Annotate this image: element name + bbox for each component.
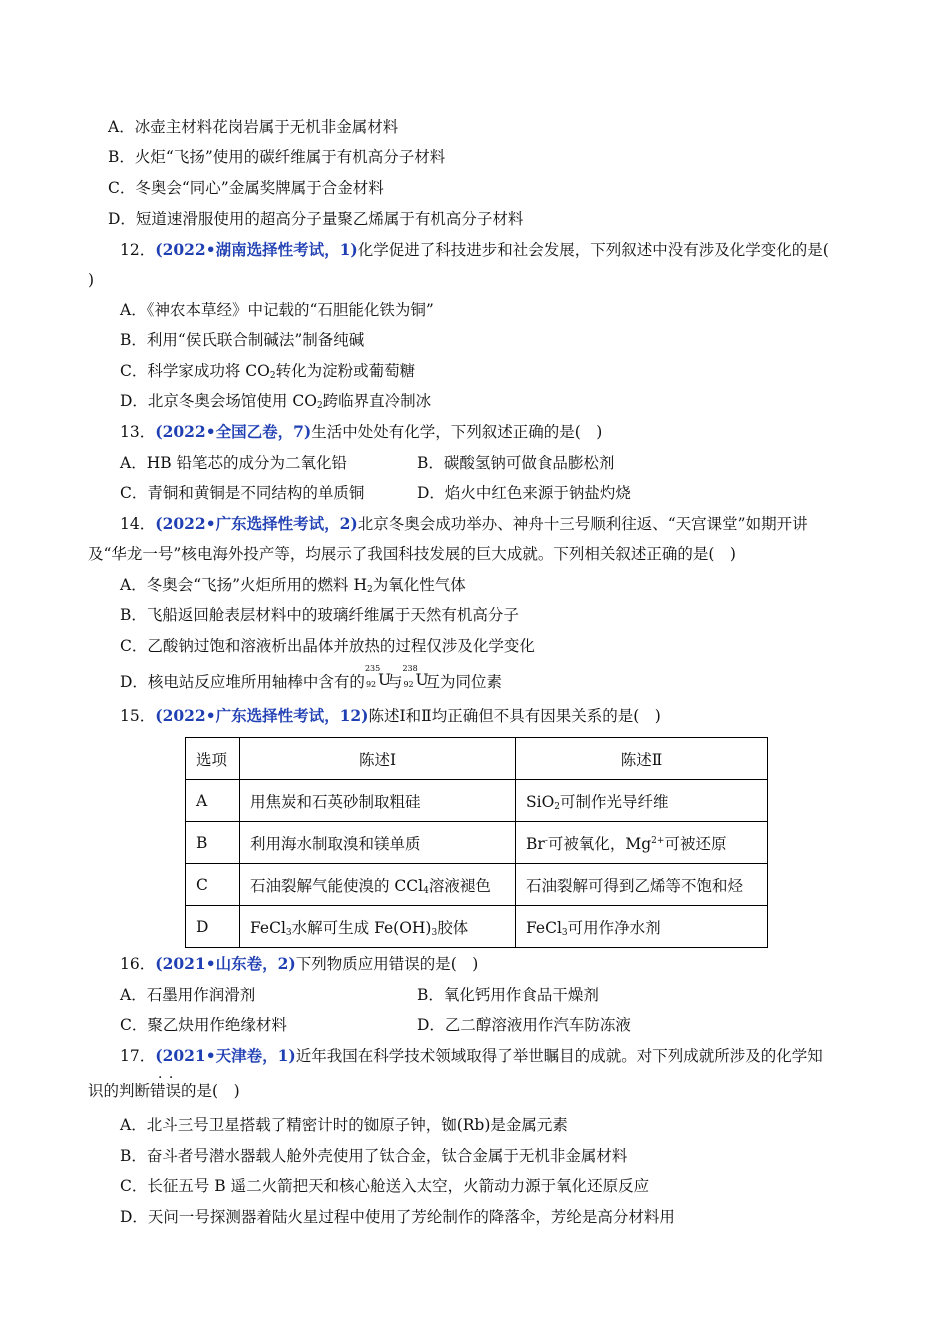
row-option: D [186,906,240,948]
header-option: 选项 [186,738,240,780]
q12-stem [120,240,829,260]
option-text: D．北京冬奥会场馆使用 CO [120,392,317,410]
isotope-u238 [402,664,429,690]
row-option: B [186,822,240,864]
q16-stem [120,954,478,974]
row-statement-1: 用焦炭和石英砂制取粗硅 [240,780,516,822]
question-source: (2021•天津卷，1) [155,1046,296,1065]
cell-text: 石油裂解气能使溴的 CCl [250,876,424,895]
cell-text: 可被还原 [664,834,727,853]
q12-option-a: A．《神农本草经》中记载的“石胆能化铁为铜” [120,301,434,319]
table-row [186,780,768,822]
question-number: 15． [120,707,156,725]
cell-text: 胶体 [437,918,469,937]
table-row [186,906,768,948]
atomic-number: 92 [403,680,414,689]
question-text: 下列物质应用错误的是( ) [295,955,479,973]
option-text: C．科学家成功将 CO [120,362,270,380]
mass-number: 235 [364,664,381,673]
question-number: 14． [120,515,156,533]
q12-option-d [120,391,431,411]
question-text: 化学促进了科技进步和社会发展，下列叙述中没有涉及化学变化的是( [357,241,829,259]
q17-stem [120,1046,823,1066]
q14-option-b: B．飞船返回舱表层材料中的玻璃纤维属于天然有机高分子 [120,606,519,624]
q13-stem [120,422,602,442]
q11-option-c: C．冬奥会“同心”金属奖牌属于合金材料 [108,179,384,197]
question-text: 的是( ) [181,1082,240,1100]
cell-text: Br [526,834,545,853]
emphasized-text: 错误 · · [150,1082,181,1100]
option-text: 互为同位素 [424,673,502,691]
q16-option-c: C．聚乙炔用作绝缘材料 [120,1016,287,1034]
cell-text: 可用作净水剂 [567,918,661,937]
cell-text: 可被氧化，Mg [547,834,652,853]
question-source: (2022•广东选择性考试，2) [155,514,358,533]
q12-stem-cont: ) [88,271,95,289]
row-option: C [186,864,240,906]
element-symbol: U [377,671,392,689]
atomic-number: 92 [365,680,377,689]
superscript: - [544,835,548,846]
question-number: 17． [120,1047,156,1065]
q15-stem [120,706,661,726]
row-statement-1 [240,906,516,948]
q16-option-a: A．石墨用作润滑剂 [120,986,256,1004]
header-statement-2: 陈述Ⅱ [516,738,768,780]
row-statement-1 [240,864,516,906]
row-statement-2 [516,822,768,864]
subscript: 3 [285,927,292,938]
subscript: 3 [561,927,568,938]
option-text: A．冬奥会“飞扬”火炬所用的燃料 H [120,576,367,594]
cell-text: 水解可生成 Fe(OH) [291,918,432,937]
q11-option-a: A．冰壶主材料花岗岩属于无机非金属材料 [108,118,399,136]
subscript: 2 [367,585,373,595]
row-option: A [186,780,240,822]
cell-text: FeCl [250,918,286,937]
q16-option-d: D．乙二醇溶液用作汽车防冻液 [417,1016,631,1034]
option-text: 跨临界直冷制冰 [322,392,432,410]
cell-text: 可制作光导纤维 [560,792,669,811]
q13-option-a: A．HB 铅笔芯的成分为二氧化铅 [120,454,348,472]
q16-option-b: B．氧化钙用作食品干燥剂 [417,986,599,1004]
q15-table [185,737,768,948]
q12-option-c [120,361,415,381]
q14-stem-cont: 及“华龙一号”核电海外投产等，均展示了我国科技发展的巨大成就。下列相关叙述正确的是( ) [88,545,736,563]
header-statement-1: 陈述Ⅰ [240,738,516,780]
superscript: 2+ [651,835,665,846]
question-source: (2021•山东卷，2) [155,954,296,973]
q17-option-b: B．奋斗者号潜水器载人舱外壳使用了钛合金，钛合金属于无机非金属材料 [120,1147,628,1165]
q13-option-d: D．焰火中红色来源于钠盐灼烧 [417,484,631,502]
q17-option-d: D．天问一号探测器着陆火星过程中使用了芳纶制作的降落伞，芳纶是高分材料用 [120,1208,675,1226]
q17-stem-cont [88,1081,240,1101]
subscript: 2 [269,371,276,381]
q14-option-d [120,664,502,692]
q11-option-b: B．火炬“飞扬”使用的碳纤维属于有机高分子材料 [108,148,446,166]
question-text: 陈述Ⅰ和Ⅱ均正确但不具有因果关系的是( ) [368,707,661,725]
table-row [186,864,768,906]
subscript: 4 [423,885,429,896]
q14-stem [120,514,808,534]
cell-text: SiO [526,792,555,811]
row-statement-1: 利用海水制取溴和镁单质 [240,822,516,864]
q14-option-a [120,575,466,595]
question-source: (2022•湖南选择性考试，1) [155,240,358,259]
question-number: 12． [120,241,156,259]
subscript: 3 [431,927,438,938]
q13-option-c: C．青铜和黄铜是不同结构的单质铜 [120,484,365,502]
row-statement-2 [516,780,768,822]
isotope-u235 [364,664,392,690]
question-source: (2022•广东选择性考试，12) [155,706,369,725]
question-text: 识的判断 [88,1082,151,1100]
option-text: 为氧化性气体 [372,576,466,594]
cell-text: FeCl [526,918,562,937]
row-statement-2 [516,906,768,948]
question-number: 16． [120,955,156,973]
q17-option-a: A．北斗三号卫星搭载了精密计时的铷原子钟，铷(Rb)是金属元素 [120,1116,568,1134]
q13-option-b: B．碳酸氢钠可做食品膨松剂 [417,454,615,472]
row-statement-2: 石油裂解可得到乙烯等不饱和烃 [516,864,768,906]
table-header-row [186,738,768,780]
question-source: (2022•全国乙卷，7) [155,422,312,441]
question-number: 13． [120,423,156,441]
option-text: 与 [386,673,403,691]
option-text: D．核电站反应堆所用轴棒中含有的 [120,673,365,691]
question-text: 近年我国在科学技术领域取得了举世瞩目的成就。对下列成就所涉及的化学知 [295,1047,823,1065]
q17-option-c: C．长征五号 B 遥二火箭把天和核心舱送入太空，火箭动力源于氧化还原反应 [120,1177,650,1195]
q12-option-b: B．利用“侯氏联合制碱法”制备纯碱 [120,331,365,349]
mass-number: 238 [402,664,418,673]
question-text: 生活中处处有化学，下列叙述正确的是( ) [311,423,603,441]
q14-option-c: C．乙酸钠过饱和溶液析出晶体并放热的过程仅涉及化学变化 [120,637,535,655]
table-row [186,822,768,864]
element-symbol: U [415,671,429,689]
question-text: 北京冬奥会成功举办、神舟十三号顺利往返、“天宫课堂”如期开讲 [357,515,808,533]
subscript: 2 [554,801,561,812]
subscript: 2 [316,401,323,411]
cell-text: 溶液褪色 [428,876,491,895]
option-text: 转化为淀粉或葡萄糖 [275,362,416,380]
q11-option-d: D．短道速滑服使用的超高分子量聚乙烯属于有机高分子材料 [108,210,524,228]
